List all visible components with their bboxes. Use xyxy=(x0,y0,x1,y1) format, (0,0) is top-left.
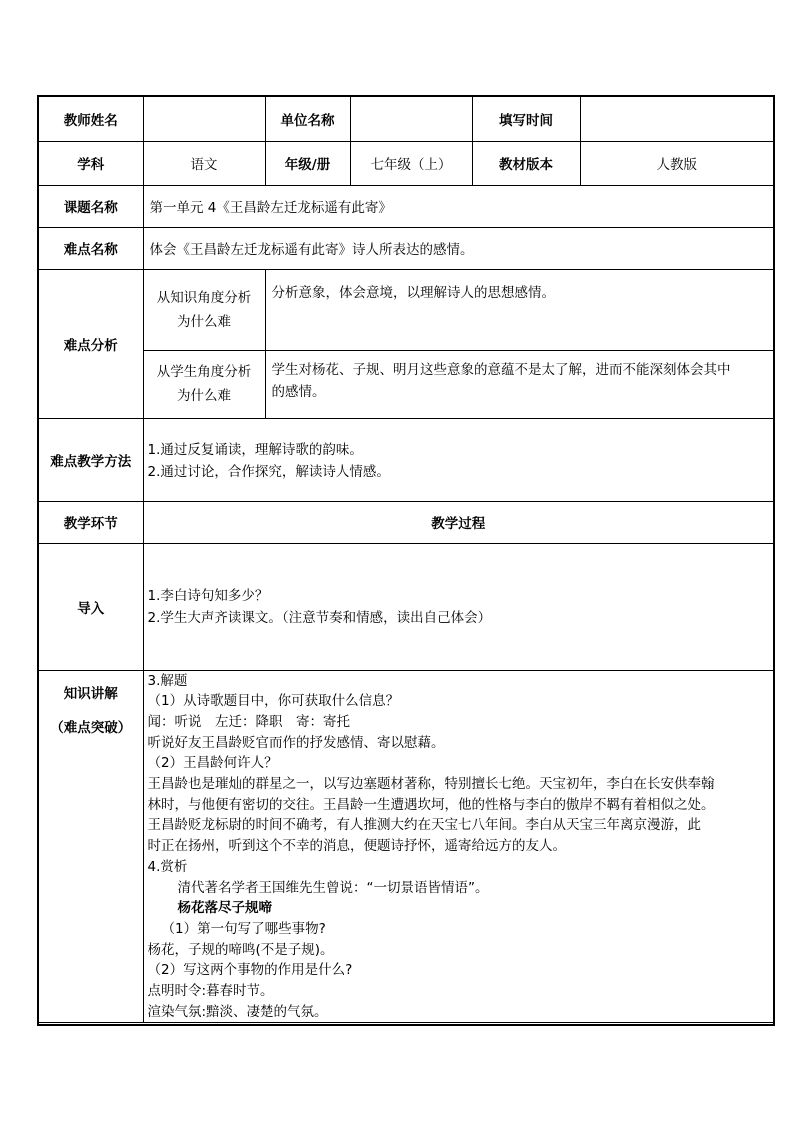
edition-value: 人教版 xyxy=(580,141,773,185)
student-angle-line-2: 为什么难 xyxy=(177,388,231,404)
knowledge-line: 林时，与他便有密切的交往。王昌龄一生遭遇坎坷，他的性格与李白的傲岸不羁有着相似之处。 xyxy=(147,796,715,813)
intro-item: 1.李白诗句知多少？ xyxy=(147,587,269,604)
teaching-process-header: 教学过程 xyxy=(143,501,773,543)
knowledge-line: 王昌龄也是璀灿的群星之一，以写边塞题材著称，特别擅长七绝。天宝初年，李白在长安供奉翰 xyxy=(147,776,715,793)
method-item: 1.通过反复诵读，理解诗歌的韵味。 xyxy=(147,441,363,458)
grade-label: 年级/册 xyxy=(265,141,350,185)
knowledge-angle-value: 分析意象，体会意境，以理解诗人的思想感情。 xyxy=(265,269,773,350)
knowledge-line: 清代著名学者王国维先生曾说：“一切景语皆情语”。 xyxy=(177,879,489,896)
knowledge-line: 3.解题 xyxy=(147,672,188,689)
method-label: 难点教学方法 xyxy=(39,418,143,501)
knowledge-content xyxy=(143,670,773,1023)
knowledge-angle-line-2: 为什么难 xyxy=(177,313,231,330)
fill-date-label: 填写时间 xyxy=(472,97,580,141)
difficulty-label: 难点名称 xyxy=(39,227,143,269)
difficulty-row xyxy=(39,227,773,269)
student-angle-text-2: 的感情。 xyxy=(271,383,326,400)
topic-value: 第一单元 4《王昌龄左迁龙标遥有此寄》 xyxy=(143,185,773,227)
knowledge-angle-line-1: 从知识角度分析 xyxy=(156,289,252,306)
knowledge-label-line-2: （难点突破） xyxy=(50,719,132,736)
unit-name-field[interactable] xyxy=(350,97,472,141)
knowledge-line: （1）从诗歌题目中，你可获取什么信息？ xyxy=(147,693,400,710)
knowledge-label xyxy=(39,670,143,1023)
knowledge-line-heading: 杨花落尽子规啼 xyxy=(177,900,272,917)
subject-row xyxy=(39,141,773,185)
intro-list xyxy=(143,543,773,670)
process-header-row xyxy=(39,501,773,543)
student-angle-text-1: 学生对杨花、子规、明月这些意象的意蕴不是太了解，进而不能深刻体会其中 xyxy=(271,361,731,378)
student-angle-value xyxy=(265,350,773,418)
analysis-student-row xyxy=(39,350,773,418)
topic-row xyxy=(39,185,773,227)
topic-label: 课题名称 xyxy=(39,185,143,227)
knowledge-line: 王昌龄贬龙标尉的时间不确考，有人推测大约在天宝七八年间。李白从天宝三年离京漫游，此 xyxy=(147,817,701,834)
method-item: 2.通过讨论，合作探究，解读诗人情感。 xyxy=(147,463,390,480)
intro-label: 导入 xyxy=(39,543,143,670)
analysis-label: 难点分析 xyxy=(39,269,143,418)
knowledge-line: 渲染气氛:黯淡、凄楚的气氛。 xyxy=(147,1003,328,1020)
subject-label: 学科 xyxy=(39,141,143,185)
knowledge-angle-label xyxy=(143,269,265,350)
unit-name-label: 单位名称 xyxy=(265,97,350,141)
teacher-name-label: 教师姓名 xyxy=(39,97,143,141)
lesson-plan-sheet xyxy=(37,95,775,1026)
teaching-stage-header: 教学环节 xyxy=(39,501,143,543)
method-list xyxy=(143,418,773,501)
knowledge-line: 杨花，子规的啼鸣(不是子规)。 xyxy=(147,941,334,958)
method-row xyxy=(39,418,773,501)
fill-date-field[interactable] xyxy=(580,97,773,141)
knowledge-line: 点明时令:暮春时节。 xyxy=(147,983,274,1000)
grade-value: 七年级（上） xyxy=(350,141,472,185)
teacher-name-field[interactable] xyxy=(143,97,265,141)
intro-row xyxy=(39,543,773,670)
knowledge-line: 4.赏析 xyxy=(147,858,188,875)
analysis-knowledge-row xyxy=(39,269,773,350)
lesson-plan-table xyxy=(39,97,773,1023)
difficulty-value: 体会《王昌龄左迁龙标遥有此寄》诗人所表达的感情。 xyxy=(143,227,773,269)
header-row xyxy=(39,97,773,141)
student-angle-line-1: 从学生角度分析 xyxy=(156,364,252,380)
intro-item: 2.学生大声齐读课文。（注意节奏和情感，读出自己体会） xyxy=(147,609,492,626)
knowledge-line: （2）写这两个事物的作用是什么? xyxy=(147,962,353,979)
knowledge-line: 时正在扬州，听到这个不幸的消息，便题诗抒怀，遥寄给远方的友人。 xyxy=(147,838,566,855)
student-angle-label xyxy=(143,350,265,418)
knowledge-line: 闻：听说 左迁：降职 寄：寄托 xyxy=(147,713,350,730)
knowledge-row xyxy=(39,670,773,1023)
knowledge-line: （2）王昌龄何许人？ xyxy=(147,755,278,772)
knowledge-line: （1）第一句写了哪些事物? xyxy=(161,920,326,937)
knowledge-line: 听说好友王昌龄贬官而作的抒发感情、寄以慰藉。 xyxy=(147,734,445,751)
edition-label: 教材版本 xyxy=(472,141,580,185)
knowledge-label-line-1: 知识讲解 xyxy=(63,685,118,702)
subject-value: 语文 xyxy=(143,141,265,185)
